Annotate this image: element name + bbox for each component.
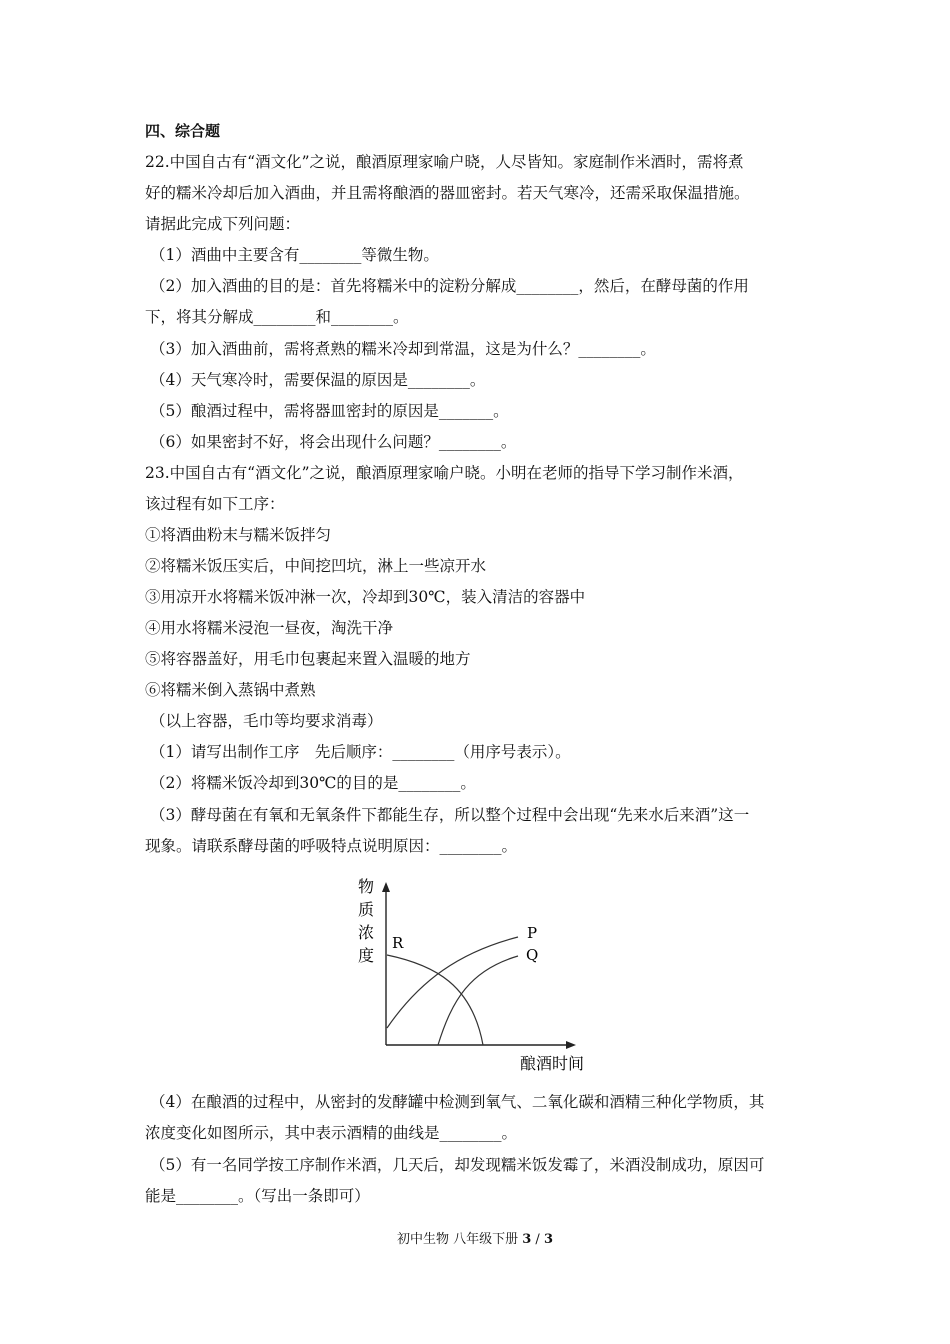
page-footer [0,1228,950,1247]
y-axis-label-char: 浓 [358,923,375,942]
curve-label-R: R [392,934,404,952]
x-axis-label: 酿酒时间 [520,1054,585,1073]
curve-Q [438,956,518,1045]
y-axis-label-char: 度 [358,946,375,965]
q23-sub-question: 现象。请联系酵母菌的呼吸特点说明原因：________。 [145,837,518,855]
q22-sub-question: 下，将其分解成________和________。 [145,308,409,326]
y-axis-label-char: 物 [358,877,375,896]
q22-sub-question: （4）天气寒冷时，需要保温的原因是________。 [150,371,486,389]
curve-label-Q: Q [526,946,539,964]
section-title: 四、综合题 [145,122,221,140]
q23-step: ⑤将容器盖好，用毛巾包裹起来置入温暖的地方 [145,650,471,668]
footer-separator: / [531,1232,544,1247]
q22-sub-question: （1）酒曲中主要含有________等微生物。 [150,246,439,264]
footer-page-number: 3 [522,1232,532,1247]
q23-sub-question: （2）将糯米饭冷却到30℃的目的是________。 [150,774,476,792]
curve-label-P: P [527,924,538,942]
q23-step: ⑥将糯米倒入蒸锅中煮熟 [145,681,316,699]
q23-sub-question: （3）酵母菌在有氧和无氧条件下都能生存，所以整个过程中会出现“先来水后来酒”这一 [150,806,750,824]
footer-text: 初中生物 八年级下册 [396,1232,523,1247]
q22-sub-question: （5）酿酒过程中，需将器皿密封的原因是_______。 [150,402,509,420]
q23-note: （以上容器，毛巾等均要求消毒） [150,712,383,730]
x-axis-arrow [566,1041,576,1049]
q22-sub-question: （2）加入酒曲的目的是：首先将糯米中的淀粉分解成________，然后，在酵母菌的作用 [150,277,749,295]
q22-stem-line: 好的糯米冷却后加入酒曲，并且需将酿酒的器皿密封。若天气寒冷，还需采取保温措施。 [145,184,750,202]
q23-step: ①将酒曲粉末与糯米饭拌匀 [145,526,332,544]
concentration-chart [340,870,610,1080]
y-axis-label-char: 质 [358,900,375,919]
curve-P [387,937,518,1028]
q23-stem-line: 该过程有如下工序： [145,495,285,513]
q23-step: ④用水将糯米浸泡一昼夜，淘洗干净 [145,619,394,637]
q23-sub-question: （4）在酿酒的过程中，从密封的发酵罐中检测到氧气、二氧化碳和酒精三种化学物质，其 [150,1093,765,1111]
y-axis-arrow [382,882,390,892]
q23-sub-question: （1）请写出制作工序 先后顺序：________（用序号表示）。 [150,743,571,761]
q22-stem-line: 22.中国自古有“酒文化”之说，酿酒原理家喻户晓，人尽皆知。家庭制作米酒时，需将煮 [145,153,744,171]
footer-page-total: 3 [543,1232,553,1247]
q23-sub-question: 浓度变化如图所示，其中表示酒精的曲线是________。 [145,1124,518,1142]
q23-stem-line: 23.中国自古有“酒文化”之说，酿酒原理家喻户晓。小明在老师的指导下学习制作米酒， [145,464,744,482]
q22-sub-question: （6）如果密封不好，将会出现什么问题？________。 [150,433,517,451]
q23-sub-question: 能是________。（写出一条即可） [145,1187,370,1205]
q22-sub-question: （3）加入酒曲前，需将煮熟的糯米冷却到常温，这是为什么？________。 [150,340,656,358]
q23-step: ②将糯米饭压实后，中间挖凹坑，淋上一些凉开水 [145,557,487,575]
q22-stem-line: 请据此完成下列问题： [145,215,301,233]
q23-sub-question: （5）有一名同学按工序制作米酒，几天后，却发现糯米饭发霉了，米酒没制成功，原因可 [150,1156,765,1174]
q23-step: ③用凉开水将糯米饭冲淋一次，冷却到30℃，装入清洁的容器中 [145,588,586,606]
curve-R [387,955,483,1045]
